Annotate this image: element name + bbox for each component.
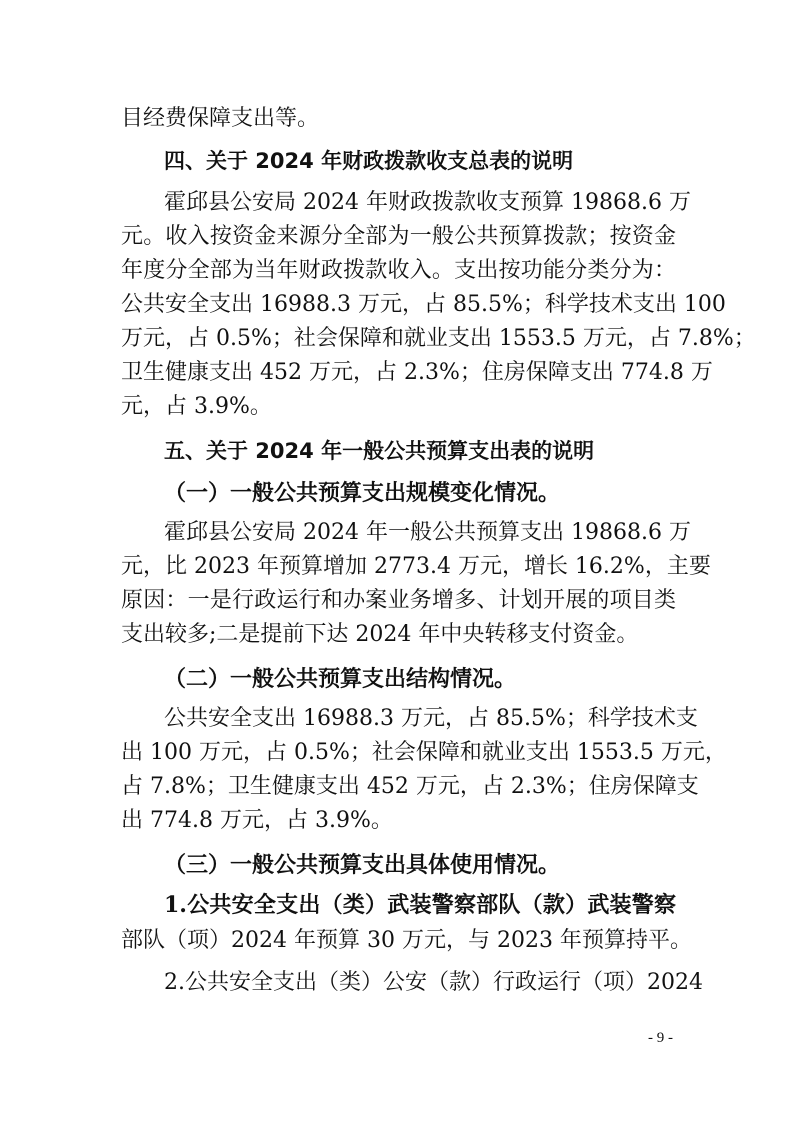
paragraph-line: 原因：一是行政运行和办案业务增多、计划开展的项目类: [121, 588, 676, 613]
subsection-heading-2: （二）一般公共预算支出结构情况。: [164, 666, 517, 692]
paragraph-line: 占 7.8%；卫生健康支出 452 万元，占 2.3%；住房保障支: [121, 774, 699, 799]
paragraph-line: 万元，占 0.5%；社会保障和就业支出 1553.5 万元，占 7.8%；: [121, 326, 756, 351]
section-heading-4: 四、关于 2024 年财政拨款收支总表的说明: [164, 149, 574, 173]
paragraph-line-end: 出 774.8 万元，占 3.9%。: [121, 808, 393, 833]
section-heading-5: 五、关于 2024 年一般公共预算支出表的说明: [164, 439, 595, 463]
paragraph-line-end: 支出较多;二是提前下达 2024 年中央转移支付资金。: [121, 622, 639, 647]
paragraph-line: 年度分全部为当年财政拨款收入。支出按功能分类分为：: [121, 258, 676, 283]
paragraph-line: 公共安全支出 16988.3 万元，占 85.5%；科学技术支出 100: [121, 292, 726, 317]
paragraph-line: 霍邱县公安局 2024 年一般公共预算支出 19868.6 万: [164, 520, 691, 545]
subsection-heading-3: （三）一般公共预算支出具体使用情况。: [164, 852, 561, 878]
paragraph-line: 公共安全支出 16988.3 万元，占 85.5%；科学技术支: [164, 706, 698, 731]
paragraph-line-end: 元，占 3.9%。: [121, 394, 272, 419]
paragraph-line: 霍邱县公安局 2024 年财政拨款收支预算 19868.6 万: [164, 190, 691, 215]
item-1-line: 1.公共安全支出（类）武装警察部队（款）武装警察: [164, 892, 676, 918]
subsection-heading-1: （一）一般公共预算支出规模变化情况。: [164, 480, 561, 506]
paragraph-line: 元。收入按资金来源分全部为一般公共预算拨款；按资金: [121, 224, 676, 249]
item-1-line-end: 部队（项）2024 年预算 30 万元，与 2023 年预算持平。: [121, 928, 692, 953]
text-line-continuation: 目经费保障支出等。: [121, 106, 320, 131]
item-2-line: 2.公共安全支出（类）公安（款）行政运行（项）2024: [164, 970, 703, 995]
page-number: - 9 -: [648, 1030, 673, 1046]
paragraph-line: 出 100 万元，占 0.5%；社会保障和就业支出 1553.5 万元，: [121, 740, 727, 765]
paragraph-line: 元，比 2023 年预算增加 2773.4 万元，增长 16.2%，主要: [121, 554, 711, 579]
paragraph-line: 卫生健康支出 452 万元，占 2.3%；住房保障支出 774.8 万: [121, 360, 713, 385]
